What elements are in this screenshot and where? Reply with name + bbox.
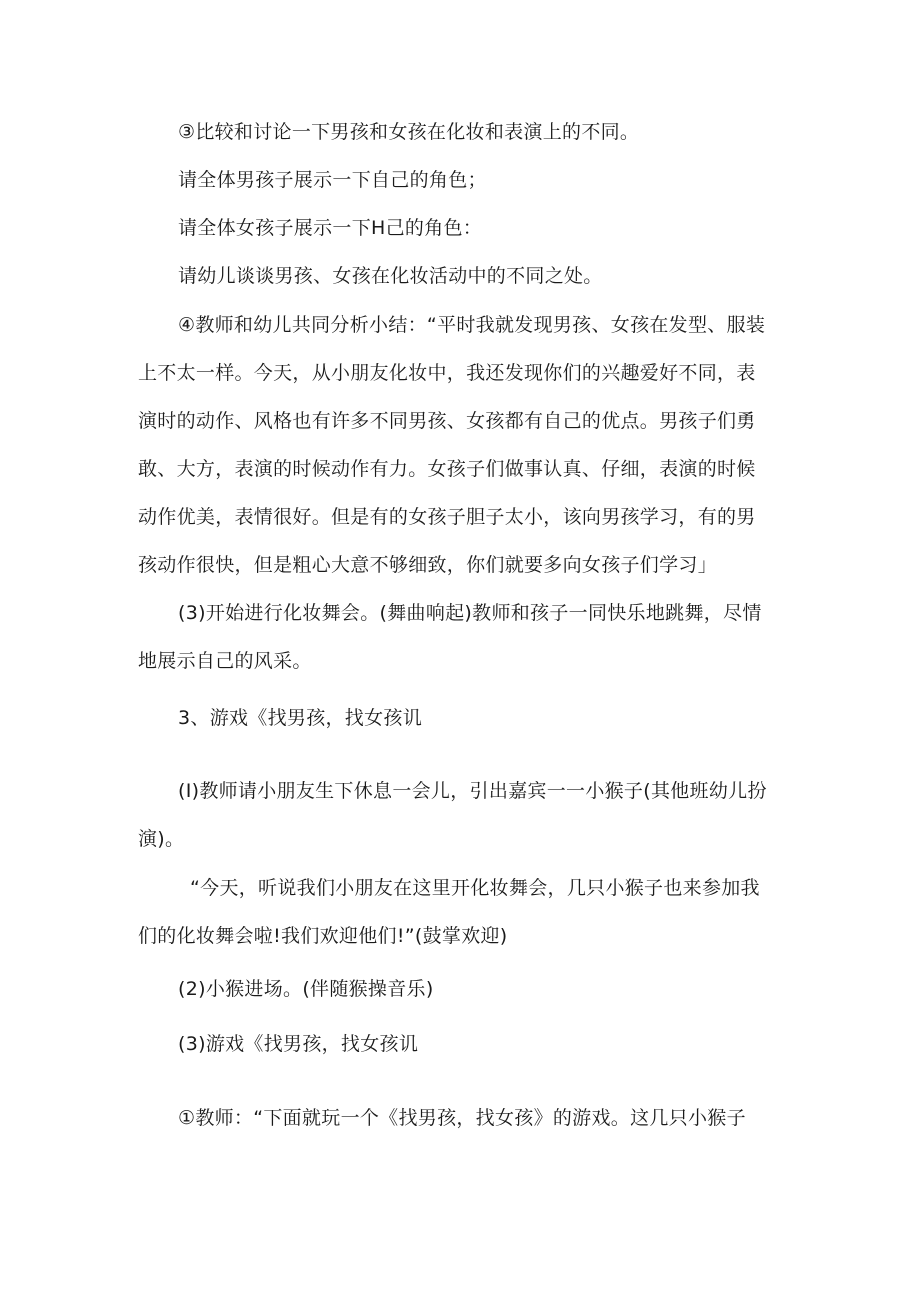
paragraph-line: 地展示自己的风采。 xyxy=(138,650,312,672)
paragraph-line: “今天，听说我们小朋友在这里开化妆舞会，几只小猴子也来参加我 xyxy=(190,877,760,899)
paragraph-line: 们的化妆舞会啦!我们欢迎他们!”(鼓掌欢迎) xyxy=(138,925,508,947)
paragraph-line: (2)小猴进场。(伴随猴操音乐) xyxy=(178,978,434,1000)
paragraph-line: 孩动作很快，但是粗心大意不够细致，你们就要多向女孩子们学习」 xyxy=(138,554,718,576)
paragraph-line: ①教师：“下面就玩一个《找男孩，找女孩》的游戏。这几只小猴子 xyxy=(178,1107,746,1129)
paragraph-line: 演时的动作、风格也有许多不同男孩、女孩都有自己的优点。男孩子们勇 xyxy=(138,410,756,432)
section-heading: 3、游戏《找男孩，找女孩讥 xyxy=(178,707,422,729)
paragraph-line: (3)游戏《找男孩，找女孩讥 xyxy=(178,1033,419,1055)
paragraph-line: 上不太一样。今天，从小朋友化妆中，我还发现你们的兴趣爱好不同，表 xyxy=(138,362,756,384)
paragraph-line: 请全体女孩子展示一下H己的角色： xyxy=(178,217,483,239)
paragraph-line: (I)教师请小朋友生下休息一会儿，引出嘉宾一一小猴子(其他班幼儿扮 xyxy=(178,780,767,802)
paragraph-line: 敢、大方，表演的时候动作有力。女孩子们做事认真、仔细，表演的时候 xyxy=(138,458,756,480)
paragraph-line: 动作优美，表情很好。但是有的女孩子胆子太小，该向男孩学习，有的男 xyxy=(138,506,756,528)
paragraph-line: 请幼儿谈谈男孩、女孩在化妆活动中的不同之处。 xyxy=(178,265,603,287)
paragraph-line: 请全体男孩子展示一下自己的角色； xyxy=(178,169,487,191)
paragraph-line: ④教师和幼儿共同分析小结：“平时我就发现男孩、女孩在发型、服装 xyxy=(178,314,766,336)
paragraph-line: (3)开始进行化妆舞会。(舞曲响起)教师和孩子一同快乐地跳舞，尽情 xyxy=(178,602,762,624)
paragraph-line: ③比较和讨论一下男孩和女孩在化妆和表演上的不同。 xyxy=(178,121,640,143)
paragraph-line: 演)。 xyxy=(138,828,185,850)
